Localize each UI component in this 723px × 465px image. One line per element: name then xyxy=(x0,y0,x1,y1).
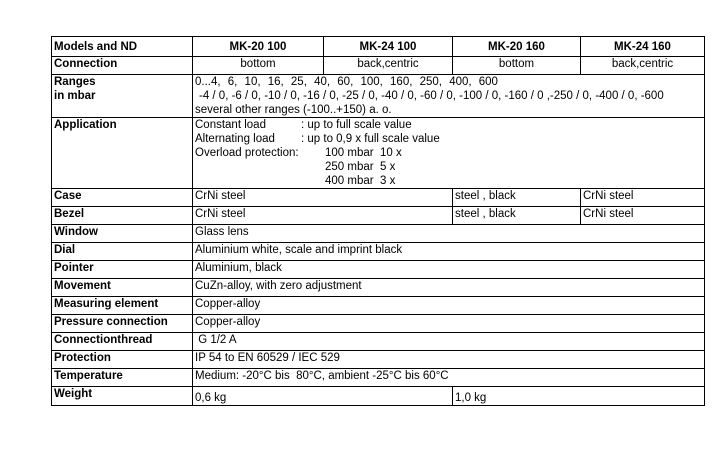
application-row xyxy=(52,118,705,189)
dial-label: Dial xyxy=(52,243,193,261)
ranges-line2: -4 / 0, -6 / 0, -10 / 0, -16 / 0, -25 / 0, -40 / 0, -60 / 0, -100 / 0, -160 / 0 ,-250 / 0, -400 / 0, -600 xyxy=(199,90,664,102)
protection-row xyxy=(52,351,705,369)
bezel-value-c: CrNi steel xyxy=(581,207,705,225)
window-value: Glass lens xyxy=(193,225,705,243)
movement-value: CuZn-alloy, with zero adjustment xyxy=(193,279,705,297)
pointer-row xyxy=(52,261,705,279)
dial-row xyxy=(52,243,705,261)
ranges-label xyxy=(52,75,193,118)
header-row xyxy=(52,37,705,57)
header-label: Models and ND xyxy=(52,37,193,57)
temperature-value: Medium: -20°C bis 80°C, ambient -25°C bis 60°C xyxy=(193,369,705,387)
bezel-label: Bezel xyxy=(52,207,193,225)
weight-value-b: 1,0 kg xyxy=(453,387,705,406)
connection-row xyxy=(52,57,705,75)
measuring-element-value: Copper-alloy xyxy=(193,297,705,315)
model-mk20-160: MK-20 160 xyxy=(453,37,581,57)
alternating-load-label: Alternating load xyxy=(195,133,275,145)
connection-value: back,centric xyxy=(581,57,705,75)
pointer-value: Aluminium, black xyxy=(193,261,705,279)
measuring-element-row xyxy=(52,297,705,315)
pressure-connection-value: Copper-alloy xyxy=(193,315,705,333)
application-value xyxy=(193,118,705,189)
movement-label: Movement xyxy=(52,279,193,297)
pressure-connection-row xyxy=(52,315,705,333)
overload-factor: 3 x xyxy=(380,175,396,187)
application-label: Application xyxy=(52,118,193,189)
model-mk24-160: MK-24 160 xyxy=(581,37,705,57)
temperature-row xyxy=(52,369,705,387)
constant-load-value: : up to full scale value xyxy=(301,119,412,131)
case-value-b: steel , black xyxy=(453,189,581,207)
connectionthread-row xyxy=(52,333,705,351)
overload-range: 250 mbar xyxy=(325,161,374,173)
ranges-row xyxy=(52,75,705,118)
ranges-label-line2: in mbar xyxy=(54,90,96,102)
model-mk24-100: MK-24 100 xyxy=(324,37,453,57)
overload-factor: 5 x xyxy=(380,161,396,173)
measuring-element-label: Measuring element xyxy=(52,297,193,315)
ranges-line3: several other ranges (-100..+150) a. o. xyxy=(195,104,392,116)
weight-row xyxy=(52,387,705,406)
bezel-value-a: CrNi steel xyxy=(193,207,453,225)
pointer-label: Pointer xyxy=(52,261,193,279)
ranges-line1: 0...4, 6, 10, 16, 25, 40, 60, 100, 160, 250, 400, 600 xyxy=(195,76,498,88)
ranges-value xyxy=(193,75,705,118)
overload-factor: 10 x xyxy=(380,147,402,159)
case-row xyxy=(52,189,705,207)
overload-range: 400 mbar xyxy=(325,175,374,187)
case-value-a: CrNi steel xyxy=(193,189,453,207)
model-mk20-100: MK-20 100 xyxy=(193,37,324,57)
connectionthread-label: Connectionthread xyxy=(52,333,193,351)
spec-table xyxy=(51,36,705,406)
overload-range: 100 mbar xyxy=(325,147,374,159)
window-row xyxy=(52,225,705,243)
temperature-label: Temperature xyxy=(52,369,193,387)
connection-value: bottom xyxy=(453,57,581,75)
weight-value-a: 0,6 kg xyxy=(193,387,453,406)
connection-value: back,centric xyxy=(324,57,453,75)
bezel-value-b: steel , black xyxy=(453,207,581,225)
bezel-row xyxy=(52,207,705,225)
movement-row xyxy=(52,279,705,297)
pressure-connection-label: Pressure connection xyxy=(52,315,193,333)
case-label: Case xyxy=(52,189,193,207)
dial-value: Aluminium white, scale and imprint black xyxy=(193,243,705,261)
overload-label: Overload protection: xyxy=(195,147,299,159)
connectionthread-value: G 1/2 A xyxy=(193,333,705,351)
connection-label: Connection xyxy=(52,57,193,75)
ranges-label-line1: Ranges xyxy=(54,76,96,88)
case-value-c: CrNi steel xyxy=(581,189,705,207)
connection-value: bottom xyxy=(193,57,324,75)
weight-label: Weight xyxy=(52,387,193,406)
window-label: Window xyxy=(52,225,193,243)
alternating-load-value: : up to 0,9 x full scale value xyxy=(301,133,440,145)
constant-load-label: Constant load xyxy=(195,119,266,131)
protection-value: IP 54 to EN 60529 / IEC 529 xyxy=(193,351,705,369)
protection-label: Protection xyxy=(52,351,193,369)
